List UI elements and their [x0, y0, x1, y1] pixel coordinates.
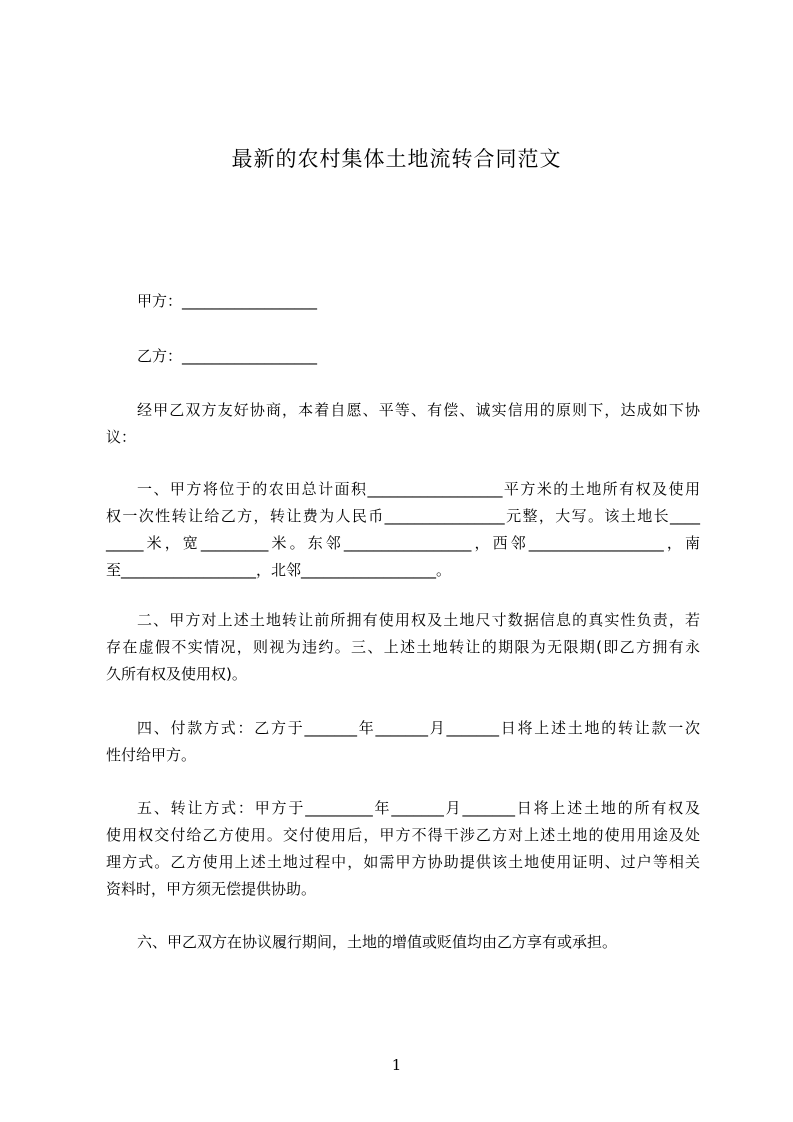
page-number: 1	[391, 1056, 402, 1074]
clause-line: 一、甲方将位于的农田总计面积__________________平方米的土地所有权及使用	[137, 480, 700, 498]
clause-line: 二、甲方对上述土地转让前所拥有使用权及土地尺寸数据信息的真实性负责，若	[137, 611, 700, 629]
clause-line: 五、转让方式：甲方于_________年_______月_______日将上述土地的所有权及	[137, 799, 700, 817]
intro-line: 议：	[106, 428, 137, 446]
clause-line: 资料时，甲方须无偿提供协助。	[106, 880, 317, 898]
clause-line: 至__________________，北邻__________________。	[106, 561, 452, 579]
clause-line: 权一次性转让给乙方，转让费为人民币________________元整，大写。该土地长____	[106, 507, 700, 525]
party-b-line: 乙方：__________________	[137, 347, 318, 365]
clause-line: 六、甲乙双方在协议履行期间，土地的增值或贬值均由乙方享有或承担。	[137, 933, 618, 951]
clause-line: 理方式。乙方使用上述土地过程中，如需甲方协助提供该土地使用证明、过户等相关	[106, 853, 700, 871]
clause-line: 存在虚假不实情况，则视为违约。三、上述土地转让的期限为无限期(即乙方拥有永	[106, 638, 700, 656]
clause-line: 久所有权及使用权)。	[106, 665, 247, 683]
clause-line: _____米，宽_________米。东邻_________________，西邻__________________，南	[106, 534, 700, 552]
intro-line: 经甲乙双方友好协商，本着自愿、平等、有偿、诚实信用的原则下，达成如下协	[137, 401, 700, 419]
document-title: 最新的农村集体土地流转合同范文	[231, 147, 562, 171]
clause-line: 使用权交付给乙方使用。交付使用后，甲方不得干涉乙方对上述土地的使用用途及处	[106, 826, 700, 844]
clause-line: 性付给甲方。	[106, 746, 197, 764]
clause-line: 四、付款方式：乙方于_______年_______月_______日将上述土地的转让款一次	[137, 719, 700, 737]
party-a-line: 甲方：__________________	[137, 292, 318, 310]
